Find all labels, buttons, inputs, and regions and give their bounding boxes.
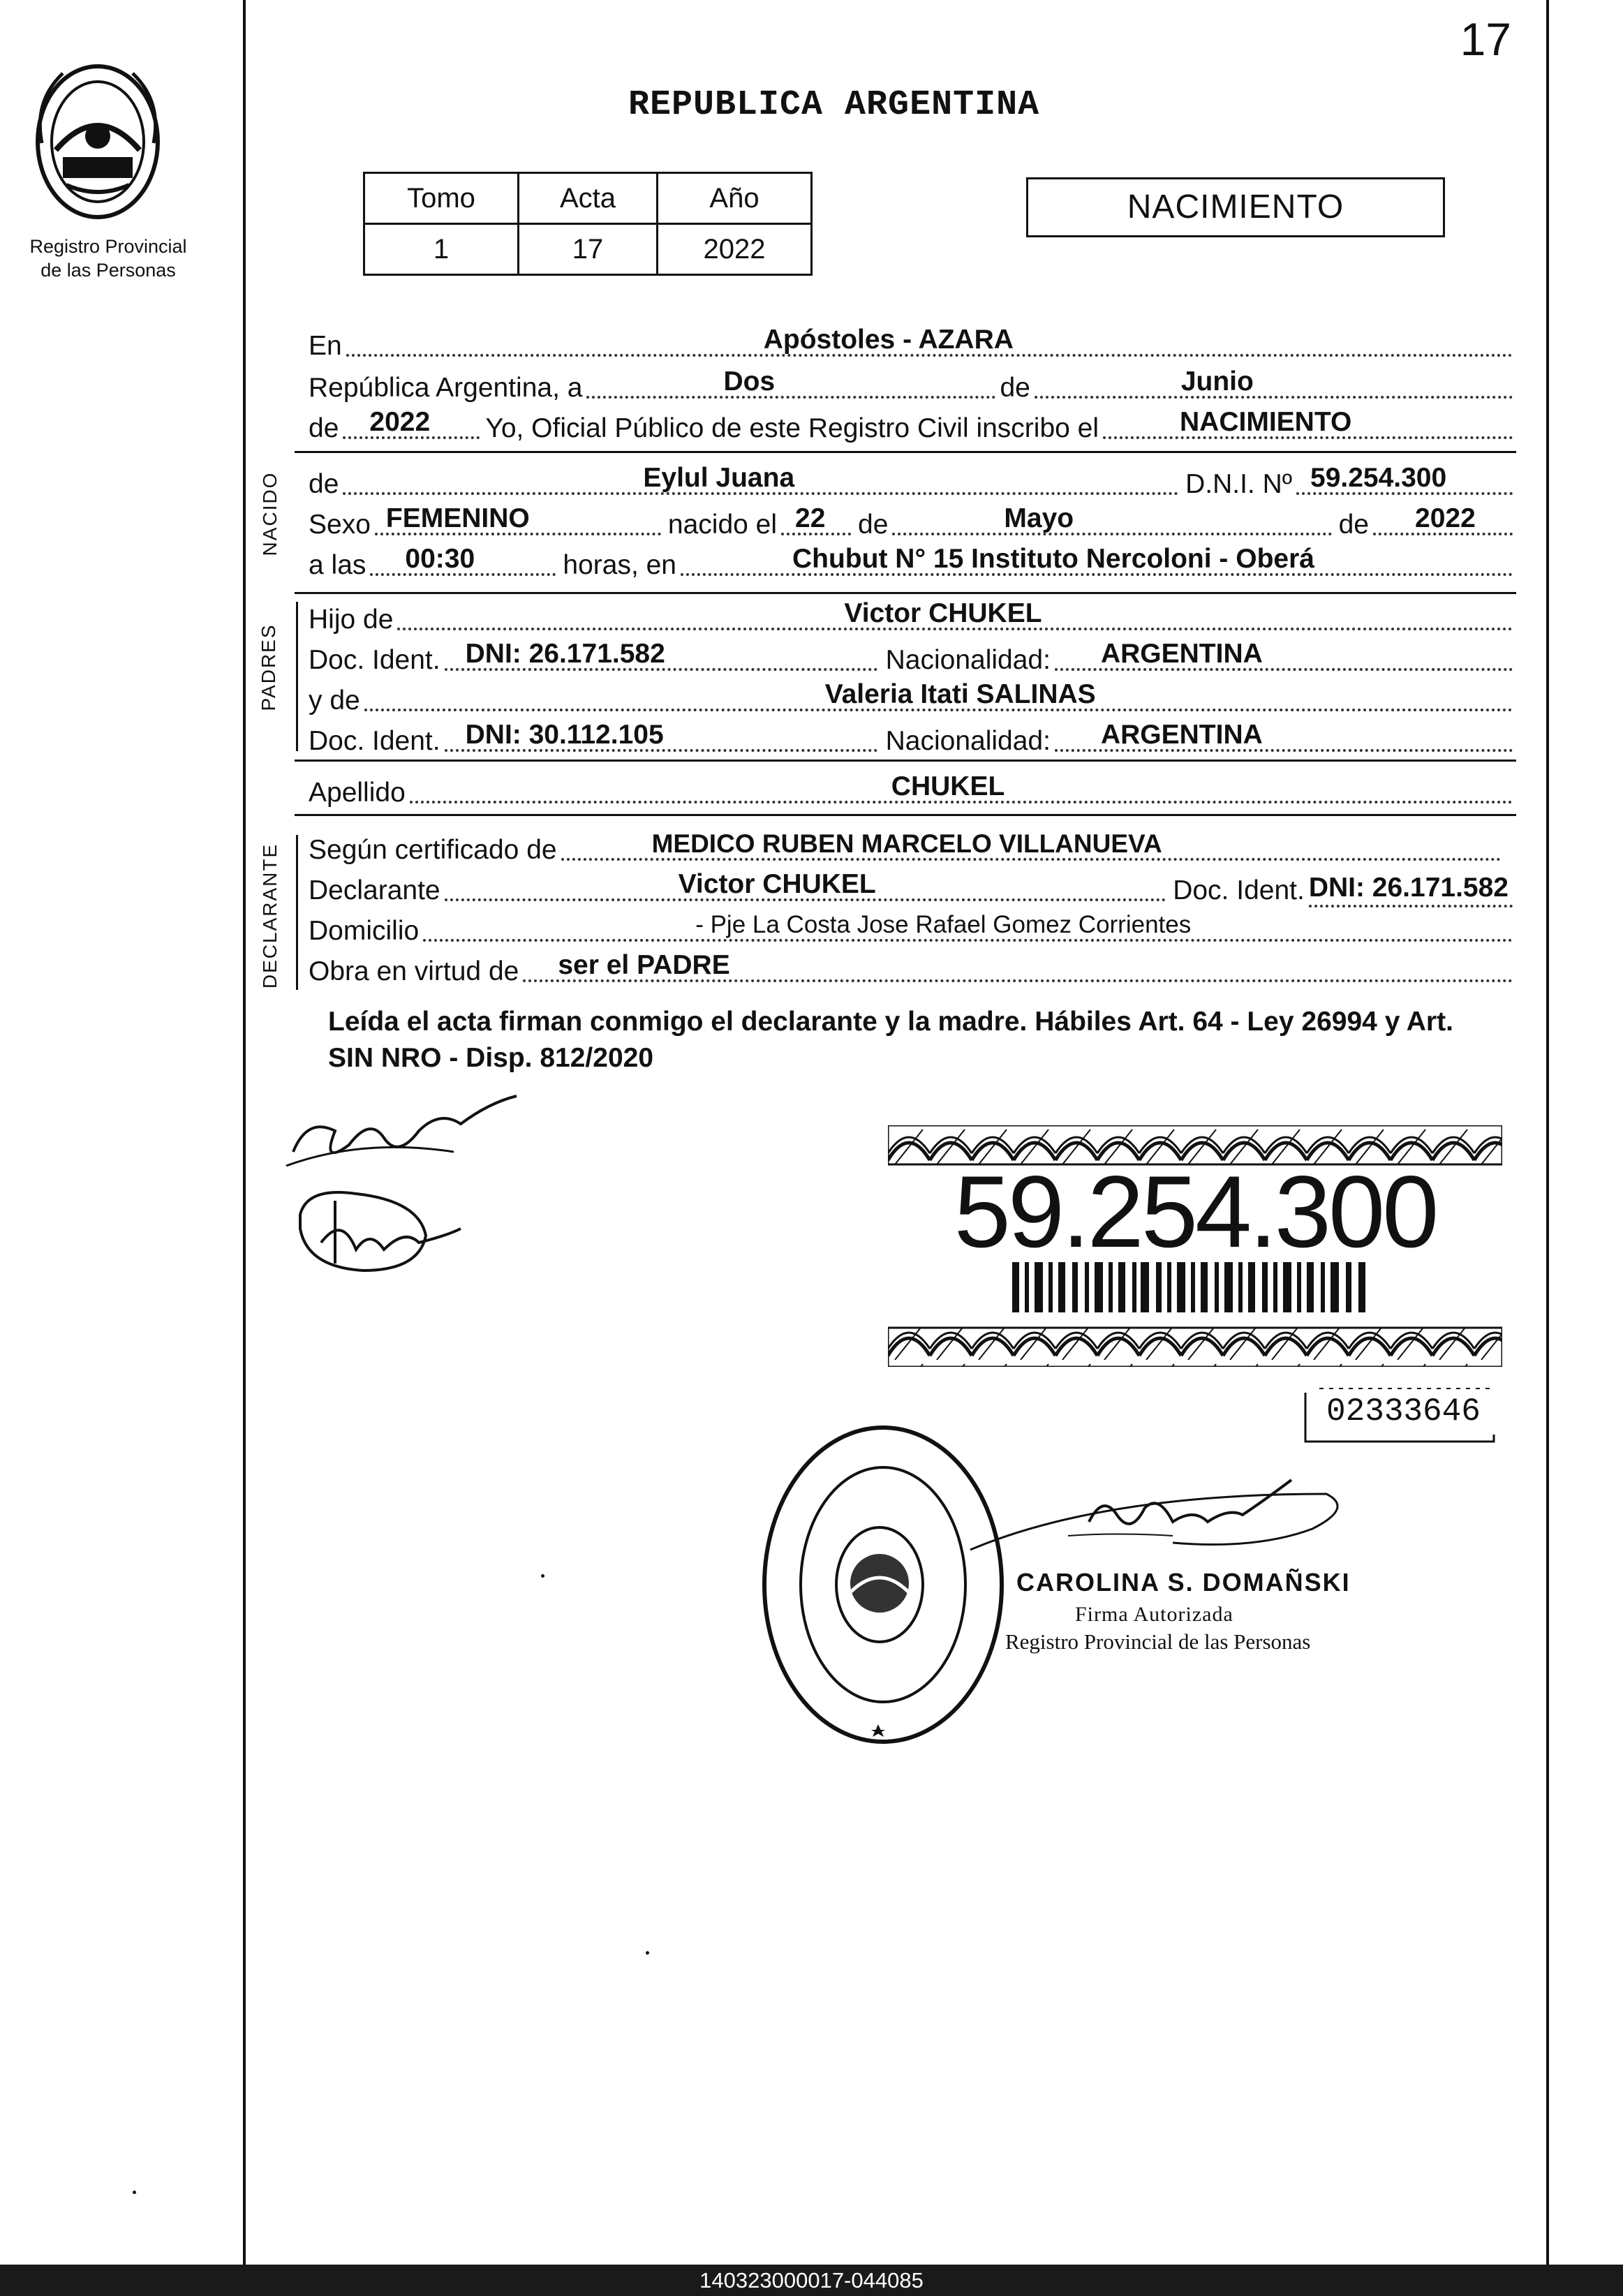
padres-bracket [296, 602, 298, 751]
madre-doc-label: Doc. Ident. [309, 726, 440, 756]
footer-id-bar [0, 2265, 1623, 2296]
de-label-5: de [1338, 510, 1369, 540]
acta-header-row [364, 173, 812, 224]
separator-3 [295, 760, 1516, 762]
tipo-acta-box: NACIMIENTO [1026, 177, 1445, 237]
dni-value: 59.254.300 [1310, 463, 1447, 493]
nota-legal: Leída el acta firman conmigo el declarante y la madre. Hábiles Art. 64 - Ley 26994 y Art. SIN NRO - Disp. 812/2020 [328, 1007, 1453, 1073]
caption-line1: Registro Provincial [29, 236, 187, 257]
yo-label: Yo, Oficial Público de este Registro Civil inscribo el [485, 413, 1099, 443]
row-sexo [309, 503, 1513, 542]
signer-role: Firma Autorizada [1075, 1603, 1233, 1626]
signer-org: Registro Provincial de las Personas [1005, 1629, 1311, 1654]
row-certificado [309, 829, 1501, 867]
alas-label: a las [309, 550, 366, 580]
acta-table [363, 172, 813, 276]
obra-label: Obra en virtud de [309, 956, 519, 986]
declarante-value: Victor CHUKEL [678, 869, 876, 899]
province-logo [28, 59, 168, 230]
acta-value-row [364, 224, 812, 275]
nacido-el-label: nacido el [667, 510, 778, 540]
anio-header: Año [658, 173, 812, 224]
separator-1 [295, 451, 1516, 453]
row-domicilio [309, 913, 1513, 948]
hijo-label: Hijo de [309, 605, 394, 635]
madre-nac-label: Nacionalidad: [885, 726, 1051, 756]
republica-label: República Argentina, a [309, 373, 583, 403]
padres-side-label: PADRES [258, 623, 279, 711]
signer-name: CAROLINA S. DOMAÑSKI [1016, 1568, 1351, 1597]
madre-nac-value: ARGENTINA [1100, 720, 1263, 750]
madre-doc-value: DNI: 30.112.105 [465, 720, 664, 750]
row-hora [309, 544, 1513, 582]
footer-id: 140323000017-044085 [699, 2268, 924, 2293]
nac-dia-value: 22 [795, 503, 826, 533]
dni-label: D.N.I. Nº [1185, 469, 1292, 499]
de-label-2: de [309, 413, 339, 443]
padre-doc-value: DNI: 26.171.582 [465, 639, 665, 669]
padre-nac-value: ARGENTINA [1100, 639, 1263, 669]
nac-anio-value: 2022 [1415, 503, 1476, 533]
scan-speck [541, 1574, 544, 1578]
declarante-doc-label: Doc. Ident. [1173, 875, 1305, 905]
serial-number: 02333646 [1326, 1393, 1481, 1430]
padre-value: Victor CHUKEL [844, 598, 1042, 628]
declarante-signature-icon [279, 1089, 531, 1298]
logo-caption [14, 235, 202, 282]
lugar-value: Apóstoles - AZARA [763, 325, 1014, 355]
anio-value: 2022 [369, 407, 431, 437]
dni-sticker-number: 59.254.300 [954, 1155, 1437, 1268]
row-madre [309, 679, 1513, 718]
document-title: REPUBLICA ARGENTINA [628, 85, 1040, 125]
de-label-3: de [309, 469, 339, 499]
row-inscribo [309, 407, 1513, 445]
apellido-value: CHUKEL [891, 771, 1005, 801]
separator-4 [295, 814, 1516, 816]
declarante-label: Declarante [309, 875, 440, 905]
obra-value: ser el PADRE [558, 950, 730, 980]
en-label: En [309, 331, 342, 361]
dia-value: Dos [723, 366, 776, 397]
nac-lugar-value: Chubut N° 15 Instituto Nercoloni - Oberá [792, 544, 1314, 574]
mes-value: Junio [1180, 366, 1254, 397]
page-number: 17 [1460, 13, 1511, 65]
sexo-label: Sexo [309, 510, 371, 540]
scan-speck [133, 2191, 136, 2194]
row-fecha [309, 366, 1513, 405]
caption-line2: de las Personas [40, 260, 176, 281]
separator-2 [295, 592, 1516, 594]
declarante-doc-value: DNI: 26.171.582 [1309, 871, 1513, 908]
apellido-label: Apellido [309, 778, 406, 808]
anio-value: 2022 [658, 224, 812, 275]
domicilio-label: Domicilio [309, 916, 420, 946]
acta-value: 17 [519, 224, 658, 275]
padre-nac-label: Nacionalidad: [885, 645, 1051, 675]
row-madre-doc [309, 720, 1513, 758]
nacido-side-label: NACIDO [259, 471, 281, 556]
declarante-side-label: DECLARANTE [259, 843, 281, 989]
acta-header: Acta [519, 173, 658, 224]
domicilio-value: - Pje La Costa Jose Rafael Gomez Corrientes [695, 911, 1192, 938]
horas-label: horas, en [563, 550, 676, 580]
padre-doc-label: Doc. Ident. [309, 645, 440, 675]
row-nombre [309, 463, 1513, 501]
de-label: de [1000, 373, 1030, 403]
official-signature-icon [963, 1466, 1354, 1585]
scan-speck [646, 1951, 649, 1955]
row-apellido [309, 771, 1513, 810]
tomo-header: Tomo [364, 173, 519, 224]
madre-value: Valeria Itati SALINAS [824, 679, 1096, 709]
certificado-label: Según certificado de [309, 835, 557, 865]
de-label-4: de [858, 510, 889, 540]
inscribe-value: NACIMIENTO [1180, 407, 1352, 437]
yde-label: y de [309, 686, 360, 716]
row-padre-doc [309, 639, 1513, 677]
right-margin-line [1546, 0, 1549, 2265]
hora-value: 00:30 [405, 544, 475, 574]
row-en [309, 325, 1513, 363]
certificado-value: MEDICO RUBEN MARCELO VILLANUEVA [651, 829, 1162, 858]
nombre-value: Eylul Juana [643, 463, 795, 493]
row-declarante [309, 869, 1513, 908]
row-padre [309, 598, 1513, 637]
misiones-seal-icon [28, 59, 168, 227]
sexo-value: FEMENINO [385, 503, 530, 533]
row-obra [309, 950, 1513, 988]
nac-mes-value: Mayo [1004, 503, 1074, 533]
tomo-value: 1 [364, 224, 519, 275]
declarante-bracket [296, 835, 298, 990]
left-margin-line [243, 0, 246, 2265]
